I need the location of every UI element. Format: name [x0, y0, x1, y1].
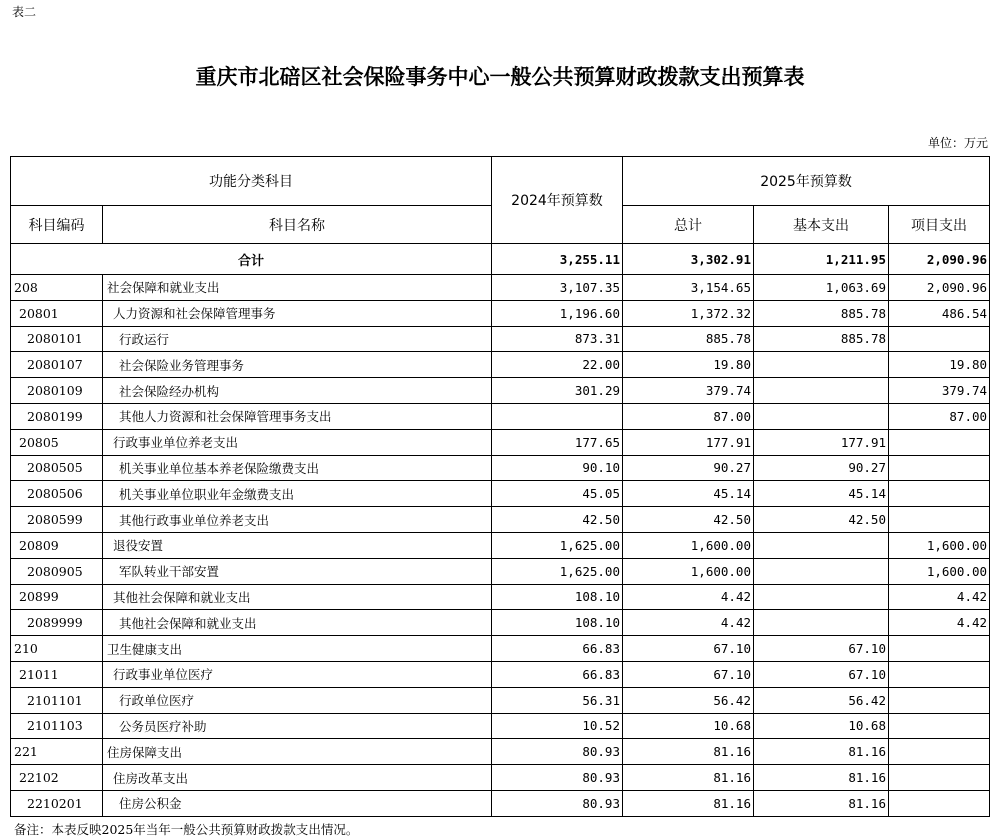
cell-code: 2080107 [11, 352, 103, 378]
table-row [11, 636, 990, 662]
cell-total-2025: 81.16 [623, 765, 754, 791]
cell-total-2025: 4.42 [623, 584, 754, 610]
table-row [11, 378, 990, 404]
cell-project-2025 [889, 507, 990, 533]
cell-code: 210 [11, 636, 103, 662]
cell-name: 住房改革支出 [103, 765, 492, 791]
cell-total-2025: 87.00 [623, 403, 754, 429]
cell-basic-2025: 56.42 [754, 687, 889, 713]
cell-project-2025 [889, 739, 990, 765]
table-row [11, 481, 990, 507]
footnote: 备注：本表反映2025年当年一般公共预算财政拨款支出情况。 [14, 822, 359, 837]
table-row [11, 558, 990, 584]
cell-project-2025 [889, 765, 990, 791]
cell-code: 2080199 [11, 403, 103, 429]
cell-code: 2080905 [11, 558, 103, 584]
cell-total-2025: 1,600.00 [623, 558, 754, 584]
cell-project-2025 [889, 790, 990, 816]
cell-basic-2025: 90.27 [754, 455, 889, 481]
cell-name: 行政单位医疗 [103, 687, 492, 713]
cell-name: 行政运行 [103, 326, 492, 352]
cell-budget-2024: 42.50 [492, 507, 623, 533]
cell-name: 社会保险业务管理事务 [103, 352, 492, 378]
cell-name: 机关事业单位职业年金缴费支出 [103, 481, 492, 507]
cell-total-2025: 379.74 [623, 378, 754, 404]
cell-code: 208 [11, 275, 103, 301]
cell-budget-2024: 1,625.00 [492, 558, 623, 584]
cell-name: 社会保障和就业支出 [103, 275, 492, 301]
cell-project-2025: 1,600.00 [889, 558, 990, 584]
table-row [11, 300, 990, 326]
cell-name: 机关事业单位基本养老保险缴费支出 [103, 455, 492, 481]
cell-total-2025: 4.42 [623, 610, 754, 636]
cell-code: 21011 [11, 661, 103, 687]
cell-code: 2080599 [11, 507, 103, 533]
header-project: 项目支出 [889, 206, 990, 244]
cell-budget-2024: 66.83 [492, 636, 623, 662]
cell-code: 22102 [11, 765, 103, 791]
unit-label: 单位：万元 [927, 136, 988, 150]
cell-project-2025: 379.74 [889, 378, 990, 404]
cell-name: 退役安置 [103, 532, 492, 558]
cell-basic-2025: 67.10 [754, 661, 889, 687]
header-row-1 [11, 157, 990, 206]
cell-code: 2101101 [11, 687, 103, 713]
cell-name: 公务员医疗补助 [103, 713, 492, 739]
cell-basic-2025: 67.10 [754, 636, 889, 662]
cell-basic-2025: 81.16 [754, 765, 889, 791]
cell-basic-2025: 1,063.69 [754, 275, 889, 301]
cell-budget-2024: 873.31 [492, 326, 623, 352]
table-row [11, 429, 990, 455]
cell-budget-2024: 90.10 [492, 455, 623, 481]
cell-basic-2025 [754, 532, 889, 558]
cell-project-2025 [889, 636, 990, 662]
cell-code: 2080101 [11, 326, 103, 352]
cell-name: 住房保障支出 [103, 739, 492, 765]
cell-budget-2024: 3,107.35 [492, 275, 623, 301]
total-row [11, 244, 990, 275]
cell-budget-2024: 45.05 [492, 481, 623, 507]
cell-name: 住房公积金 [103, 790, 492, 816]
cell-code: 221 [11, 739, 103, 765]
cell-code: 2101103 [11, 713, 103, 739]
cell-name: 人力资源和社会保障管理事务 [103, 300, 492, 326]
cell-project-2025: 486.54 [889, 300, 990, 326]
table-row [11, 790, 990, 816]
table-row [11, 610, 990, 636]
cell-budget-2024: 177.65 [492, 429, 623, 455]
cell-total-2025: 42.50 [623, 507, 754, 533]
cell-total-2025: 1,600.00 [623, 532, 754, 558]
table-tag: 表二 [12, 5, 37, 19]
cell-total-2025: 81.16 [623, 739, 754, 765]
cell-code: 2080505 [11, 455, 103, 481]
cell-code: 2089999 [11, 610, 103, 636]
cell-project-2025 [889, 455, 990, 481]
cell-code: 20801 [11, 300, 103, 326]
cell-total-2025: 45.14 [623, 481, 754, 507]
cell-project-2025 [889, 429, 990, 455]
cell-project-2025 [889, 481, 990, 507]
table-row [11, 455, 990, 481]
header-budget-2024: 2024年预算数 [492, 157, 623, 244]
cell-budget-2024: 66.83 [492, 661, 623, 687]
cell-basic-2025 [754, 584, 889, 610]
cell-basic-2025: 81.16 [754, 739, 889, 765]
cell-total-2025: 90.27 [623, 455, 754, 481]
header-name: 科目名称 [103, 206, 492, 244]
cell-code: 20805 [11, 429, 103, 455]
cell-basic-2025 [754, 352, 889, 378]
cell-project-2025 [889, 326, 990, 352]
budget-table [10, 156, 990, 817]
table-row [11, 352, 990, 378]
table-row [11, 661, 990, 687]
cell-total-2025: 1,372.32 [623, 300, 754, 326]
cell-total-2025: 56.42 [623, 687, 754, 713]
cell-basic-2025: 177.91 [754, 429, 889, 455]
table-row [11, 765, 990, 791]
cell-code: 2080506 [11, 481, 103, 507]
cell-basic-2025: 42.50 [754, 507, 889, 533]
cell-project-2025: 1,600.00 [889, 532, 990, 558]
cell-name: 其他行政事业单位养老支出 [103, 507, 492, 533]
cell-project-2025 [889, 713, 990, 739]
cell-name: 其他社会保障和就业支出 [103, 584, 492, 610]
cell-basic-2025: 885.78 [754, 300, 889, 326]
cell-budget-2024: 1,625.00 [492, 532, 623, 558]
cell-budget-2024: 56.31 [492, 687, 623, 713]
total-2025-basic: 1,211.95 [754, 244, 889, 275]
total-2025-project: 2,090.96 [889, 244, 990, 275]
total-2025-total: 3,302.91 [623, 244, 754, 275]
cell-budget-2024: 108.10 [492, 610, 623, 636]
cell-total-2025: 67.10 [623, 661, 754, 687]
cell-total-2025: 67.10 [623, 636, 754, 662]
cell-name: 其他人力资源和社会保障管理事务支出 [103, 403, 492, 429]
page-title: 重庆市北碚区社会保险事务中心一般公共预算财政拨款支出预算表 [195, 65, 805, 89]
cell-project-2025: 4.42 [889, 610, 990, 636]
cell-budget-2024: 80.93 [492, 790, 623, 816]
cell-total-2025: 885.78 [623, 326, 754, 352]
cell-project-2025: 19.80 [889, 352, 990, 378]
cell-basic-2025 [754, 378, 889, 404]
cell-name: 军队转业干部安置 [103, 558, 492, 584]
cell-budget-2024: 108.10 [492, 584, 623, 610]
header-func-class: 功能分类科目 [11, 157, 492, 206]
cell-total-2025: 3,154.65 [623, 275, 754, 301]
cell-total-2025: 81.16 [623, 790, 754, 816]
cell-code: 2210201 [11, 790, 103, 816]
cell-basic-2025 [754, 558, 889, 584]
table-row [11, 326, 990, 352]
table-row [11, 532, 990, 558]
cell-name: 其他社会保障和就业支出 [103, 610, 492, 636]
cell-budget-2024: 80.93 [492, 739, 623, 765]
cell-budget-2024: 10.52 [492, 713, 623, 739]
cell-project-2025: 4.42 [889, 584, 990, 610]
cell-code: 2080109 [11, 378, 103, 404]
cell-code: 20809 [11, 532, 103, 558]
cell-total-2025: 10.68 [623, 713, 754, 739]
cell-total-2025: 177.91 [623, 429, 754, 455]
cell-code: 20899 [11, 584, 103, 610]
cell-basic-2025: 10.68 [754, 713, 889, 739]
cell-total-2025: 19.80 [623, 352, 754, 378]
cell-budget-2024: 1,196.60 [492, 300, 623, 326]
table-row [11, 584, 990, 610]
cell-basic-2025 [754, 403, 889, 429]
table-row [11, 275, 990, 301]
cell-name: 行政事业单位医疗 [103, 661, 492, 687]
table-row [11, 739, 990, 765]
total-2024: 3,255.11 [492, 244, 623, 275]
cell-basic-2025: 885.78 [754, 326, 889, 352]
total-label: 合计 [11, 244, 492, 275]
cell-project-2025 [889, 661, 990, 687]
cell-budget-2024: 80.93 [492, 765, 623, 791]
cell-basic-2025: 81.16 [754, 790, 889, 816]
cell-budget-2024: 301.29 [492, 378, 623, 404]
cell-project-2025: 87.00 [889, 403, 990, 429]
cell-name: 社会保险经办机构 [103, 378, 492, 404]
cell-name: 卫生健康支出 [103, 636, 492, 662]
cell-budget-2024: 22.00 [492, 352, 623, 378]
table-row [11, 403, 990, 429]
cell-basic-2025 [754, 610, 889, 636]
cell-budget-2024 [492, 403, 623, 429]
table-row [11, 687, 990, 713]
header-basic: 基本支出 [754, 206, 889, 244]
cell-name: 行政事业单位养老支出 [103, 429, 492, 455]
header-budget-2025: 2025年预算数 [623, 157, 990, 206]
header-total: 总计 [623, 206, 754, 244]
cell-basic-2025: 45.14 [754, 481, 889, 507]
cell-project-2025 [889, 687, 990, 713]
cell-project-2025: 2,090.96 [889, 275, 990, 301]
header-code: 科目编码 [11, 206, 103, 244]
table-row [11, 713, 990, 739]
table-row [11, 507, 990, 533]
